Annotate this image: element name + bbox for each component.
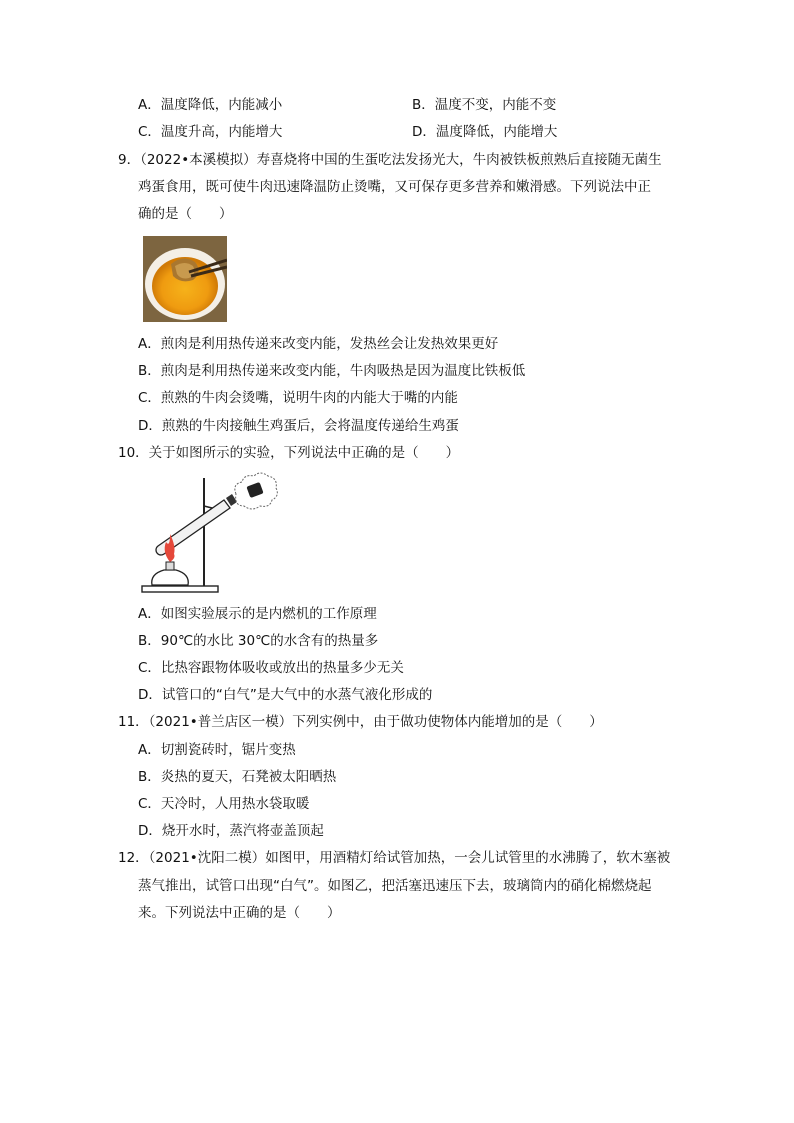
q10-option-c: C．比热容跟物体吸收或放出的热量多少无关 [138,660,404,676]
q11-option-c: C．天冷时，人用热水袋取暖 [138,796,310,812]
q12-stem-line-3: 来。下列说法中正确的是（ ） [138,905,341,921]
q10-option-a: A．如图实验展示的是内燃机的工作原理 [138,606,377,622]
q8-option-c: C．温度升高，内能增大 [138,124,283,140]
q9-option-a: A．煎肉是利用热传递来改变内能，发热丝会让发热效果更好 [138,336,499,352]
q11-option-b: B．炎热的夏天，石凳被太阳晒热 [138,769,337,785]
q9-option-d: D．煎熟的牛肉接触生鸡蛋后，会将温度传递给生鸡蛋 [138,418,459,434]
q10-option-b: B．90℃的水比 30℃的水含有的热量多 [138,633,379,649]
q12-stem-line-1: 12．（2021•沈阳二模）如图甲，用酒精灯给试管加热，一会儿试管里的水沸腾了，软木塞被 [118,850,671,866]
test-tube-experiment-diagram [140,472,280,594]
sukiyaki-photo [143,236,227,322]
q9-option-c: C．煎熟的牛肉会烫嘴，说明牛肉的内能大于嘴的内能 [138,390,458,406]
q8-option-a: A．温度降低，内能减小 [138,97,283,113]
q9-stem-line-3: 确的是（ ） [138,206,233,222]
q8-option-d: D．温度降低，内能增大 [412,124,558,140]
q9-stem-line-1: 9．（2022•本溪模拟）寿喜烧将中国的生蛋吃法发扬光大，牛肉被铁板煎熟后直接随无菌生 [118,152,662,168]
q9-option-b: B．煎肉是利用热传递来改变内能，牛肉吸热是因为温度比铁板低 [138,363,526,379]
q10-stem: 10．关于如图所示的实验，下列说法中正确的是（ ） [118,445,460,461]
q8-option-b: B．温度不变，内能不变 [412,97,557,113]
q11-stem: 11．（2021•普兰店区一模）下列实例中，由于做功使物体内能增加的是（ ） [118,714,603,730]
q9-stem-line-2: 鸡蛋食用，既可使牛肉迅速降温防止烫嘴，又可保存更多营养和嫩滑感。下列说法中正 [138,179,651,195]
q11-option-d: D．烧开水时，蒸汽将壶盖顶起 [138,823,324,839]
q11-option-a: A．切割瓷砖时，锯片变热 [138,742,296,758]
q12-stem-line-2: 蒸气推出，试管口出现“白气”。如图乙，把活塞迅速压下去，玻璃筒内的硝化棉燃烧起 [138,878,652,894]
q10-option-d: D．试管口的“白气”是大气中的水蒸气液化形成的 [138,687,433,703]
